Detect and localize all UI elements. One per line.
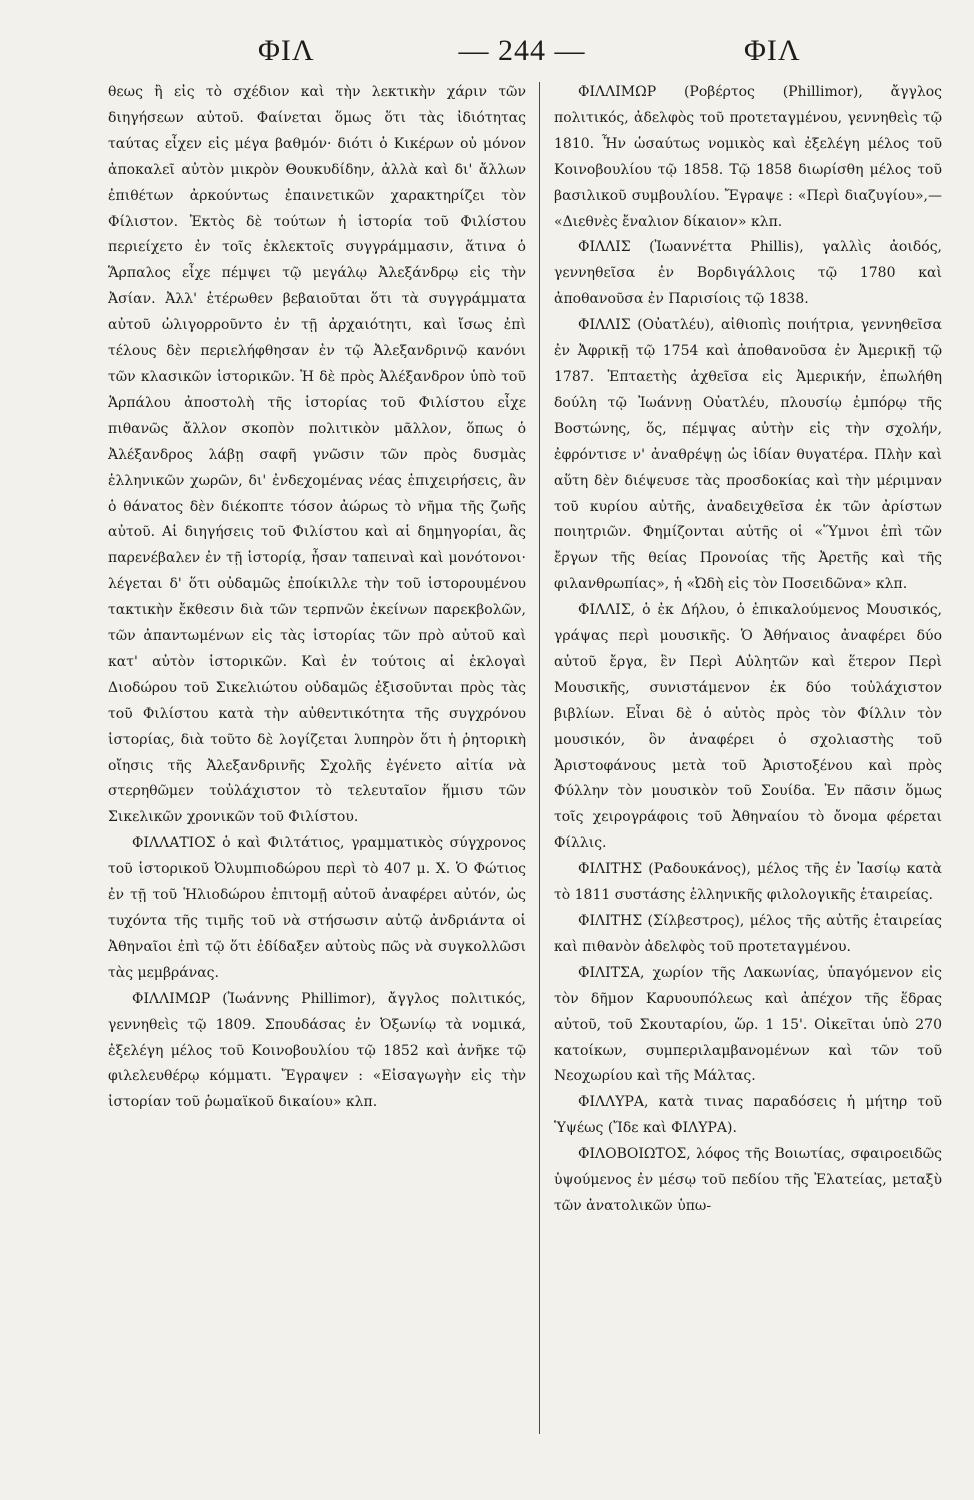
running-head-left: ΦΙΛ: [258, 34, 315, 67]
entry-philitsa: ΦΙΛΙΤΣΑ, χωρίον τῆς Λακωνίας, ὑπαγόμενον εἰς τὸν δῆμον Καρυουπόλεως καὶ ἀπέχον τῆς ἕδρας αὐτοῦ, τοῦ Σκουταρίου, ὥρ. 1 15'. Οἰκεῖται ὑπὸ 270 κατοίκων, συμπεριλαμβανομένων καὶ τῶν τοῦ Νεοχωρίου καὶ τῆς Μάλτας.: [554, 964, 942, 1085]
page-header: [0, 34, 974, 84]
entry-phillyra: ΦΙΛΛΥΡΑ, κατὰ τινας παραδόσεις ἡ μήτηρ τοῦ Ὑψέως (Ἴδε καὶ ΦΙΛΥΡΑ).: [554, 1094, 942, 1137]
entry-phillis-ioannetta: ΦΙΛΛΙΣ (Ἰωαννέττα Phillis), γαλλὶς ἀοιδός, γεννηθεῖσα ἐν Βορδιγάλλοις τῷ 1780 καὶ ἀποθανοῦσα ἐν Παρισίοις τῷ 1838.: [554, 239, 942, 308]
entry-philistus-continued: θεως ἢ εἰς τὸ σχέδιον καὶ τὴν λεκτικὴν χάριν τῶν διηγήσεων αὐτοῦ. Φαίνεται ὅμως ὅτι τὰς ἰδιότητας ταύτας εἶχεν εἰς μέγα βαθμόν· διότι ὁ Κικέρων οὐ μόνον ἀποκαλεῖ αὐτὸν μικρὸν Θουκυδίδην, ἀλλὰ καὶ δι' ἄλλων ἐπιθέτων ἀρκούντως ἐπαινετικῶν χαρακτηρίζει τὸν Φίλιστον. Ἐκτὸς δὲ τούτων ἡ ἱστορία τοῦ Φιλίστου περιείχετο ἐν τοῖς ἐκλεκτοῖς συγγράμμασιν, ἅτινα ὁ Ἅρπαλος εἶχε πέμψει τῷ μεγάλῳ Ἀλεξάνδρῳ εἰς τὴν Ἀσίαν. Ἀλλ' ἑτέρωθεν βεβαιοῦται ὅτι τὰ συγγράμματα αὐτοῦ ὠλιγορροῦντο ἐν τῇ ἀρχαιότητι, καὶ ἴσως ἐπὶ τέλους δὲν περιελήφθησαν ἐν τῷ Ἀλεξανδρινῷ κανόνι τῶν κλασικῶν ἱστορικῶν. Ἡ δὲ πρὸς Ἀλέξανδρον ὑπὸ τοῦ Ἁρπάλου ἀποστολὴ τῆς ἱστορίας τοῦ Φιλίστου εἶχε πιθανῶς ἄλλον σκοπὸν πολιτικὸν μᾶλλον, ὅπως ὁ Ἀλέξανδρος λάβῃ σαφῆ γνῶσιν τῶν πρὸς δυσμὰς ἑλληνικῶν χωρῶν, δι' ἐνδεχομένας νέας ἐπιχειρήσεις, ἂν ὁ θάνατος δὲν διέκοπτε τόσον ἀώρως τὸ νῆμα τῆς ζωῆς αὐτοῦ. Αἱ διηγήσεις τοῦ Φιλίστου καὶ αἱ δημηγορίαι, ἃς παρενέβαλεν ἐν τῇ ἱστορίᾳ, ἦσαν ταπειναὶ καὶ μονότονοι· λέγεται δ' ὅτι οὐδαμῶς ἐποίκιλλε τὴν τοῦ ἱστορουμένου τακτικὴν ἔκθεσιν διὰ τῶν τερπνῶν ἐκείνων παρεκβολῶν, τῶν ἀπαντωμένων εἰς τὰς ἱστορίας τῶν πρὸ αὐτοῦ καὶ κατ' αὐτὸν ἱστορικῶν. Καὶ ἐν τούτοις αἱ ἐκλογαὶ Διοδώρου τοῦ Σικελιώτου οὐδαμῶς ἐξισοῦνται πρὸς τὰς τοῦ Φιλίστου κατὰ τὴν αὐθεντικότητα τῆς συγχρόνου ἱστορίας, διὰ τοῦτο δὲ λογίζεται λυπηρὸν ὅτι ἡ ῥητορικὴ οἴησις τῆς Ἀλεξανδρινῆς Σχολῆς ἐγένετο αἰτία νὰ στερηθῶμεν τοὐλάχιστον τὸ τελευταῖον ἥμισυ τῶν Σικελικῶν χρονικῶν τοῦ Φιλίστου.: [108, 84, 526, 826]
entry-phillis-delos: ΦΙΛΛΙΣ, ὁ ἐκ Δήλου, ὁ ἐπικαλούμενος Μουσικός, γράψας περὶ μουσικῆς. Ὁ Ἀθήναιος ἀναφέρει δύο αὐτοῦ ἔργα, ἓν Περὶ Αὐλητῶν καὶ ἕτερον Περὶ Μουσικῆς, συνιστάμενον ἐκ δύο τοὐλάχιστον βιβλίων. Εἶναι δὲ ὁ αὐτὸς πρὸς τὸν Φίλλιν τὸν μουσικόν, ὃν ἀναφέρει ὁ σχολιαστὴς τοῦ Ἀριστοφάνους μετὰ τοῦ Ἀριστοξένου καὶ πρὸς Φύλλην τὸν μουσικὸν τοῦ Σουίδα. Ἐν πᾶσιν ὅμως τοῖς χειρογράφοις τοῦ Ἀθηναίου τὸ ὄνομα φέρεται Φίλλις.: [554, 602, 942, 852]
column-divider: [539, 82, 540, 1434]
running-head-right: ΦΙΛ: [744, 34, 801, 67]
left-column: [108, 80, 526, 1116]
entry-phillimor-ioannis: ΦΙΛΛΙΜΩΡ (Ἰωάννης Phillimor), ἄγγλος πολιτικός, γεννηθεὶς τῷ 1809. Σπουδάσας ἐν Ὀξωνίῳ τὰ νομικά, ἐξελέγη μέλος τοῦ Κοινοβουλίου τῷ 1852 καὶ ἀνῆκε τῷ φιλελευθέρῳ κόμματι. Ἔγραψεν : «Εἰσαγωγὴν εἰς τὴν ἱστορίαν τοῦ ῥωμαϊκοῦ δικαίου» κλπ.: [108, 990, 526, 1111]
entry-philitis-radoukanos: ΦΙΛΙΤΗΣ (Ραδουκάνος), μέλος τῆς ἐν Ἰασίῳ κατὰ τὸ 1811 συστάσης ἑλληνικῆς φιλολογικῆς ἑταιρείας.: [554, 861, 942, 904]
right-column: [554, 80, 942, 1220]
entry-philoboiotos: ΦΙΛΟΒΟΙΩΤΟΣ, λόφος τῆς Βοιωτίας, σφαιροειδῶς ὑψούμενος ἐν μέσῳ τοῦ πεδίου τῆς Ἐλατείας, μεταξὺ τῶν ἀνατολικῶν ὑπω-: [554, 1146, 942, 1214]
page-number: — 244 —: [458, 34, 586, 67]
entry-phillimor-robertos: ΦΙΛΛΙΜΩΡ (Ροβέρτος (Phillimor), ἄγγλος πολιτικός, ἀδελφὸς τοῦ προτεταγμένου, γεννηθεὶς τῷ 1810. Ἦν ὡσαύτως νομικὸς καὶ ἐξελέγη μέλος τοῦ Κοινοβουλίου τῷ 1858. Τῷ 1858 διωρίσθη μέλος τοῦ βασιλικοῦ συμβουλίου. Ἔγραψε : «Περὶ διαζυγίου»,— «Διεθνὲς ἔναλιον δίκαιον» κλπ.: [554, 84, 942, 230]
entry-philitis-silvestros: ΦΙΛΙΤΗΣ (Σίλβεστρος), μέλος τῆς αὐτῆς ἑταιρείας καὶ πιθανὸν ἀδελφὸς τοῦ προτεταγμένου.: [554, 913, 942, 955]
entry-phillatios: ΦΙΛΛΑΤΙΟΣ ὁ καὶ Φιλτάτιος, γραμματικὸς σύγχρονος τοῦ ἱστορικοῦ Ὀλυμπιοδώρου περὶ τὸ 407 μ. Χ. Ὁ Φώτιος ἐν τῇ τοῦ Ἡλιοδώρου ἐπιτομῇ αὐτοῦ ἀναφέρει αὐτόν, ὡς τυχόντα τῆς τιμῆς τοῦ νὰ στήσωσιν αὐτῷ ἀνδριάντα οἱ Ἀθηναῖοι ἐπὶ τῷ ὅτι ἐδίδαξεν αὐτοὺς πῶς νὰ συγκολλῶσι τὰς μεμβράνας.: [108, 835, 526, 981]
entry-phillis-wheatley: ΦΙΛΛΙΣ (Οὐατλέυ), αἰθιοπὶς ποιήτρια, γεννηθεῖσα ἐν Ἀφρικῇ τῷ 1754 καὶ ἀποθανοῦσα ἐν Ἀμερικῇ τῷ 1787. Ἑπταετὴς ἀχθεῖσα εἰς Ἀμερικήν, ἐπωλήθη δούλη τῷ Ἰωάννῃ Οὐατλέυ, πλουσίῳ ἐμπόρῳ τῆς Βοστώνης, ὅς, πέμψας αὐτὴν εἰς τὴν σχολήν, ἐφρόντισε ν' ἀναθρέψῃ ὡς ἰδίαν θυγατέρα. Πλὴν καὶ αὕτη δὲν διέψευσε τὰς προσδοκίας καὶ τὴν μέριμναν τοῦ κυρίου αὐτῆς, ἀναδειχθεῖσα ἐκ τῶν ἀρίστων ποιητριῶν. Φημίζονται αὐτῆς οἱ «Ὕμνοι ἐπὶ τῶν ἔργων τῆς θείας Προνοίας τῆς Ἀρετῆς καὶ τῆς φιλανθρωπίας», ἡ «Ὠδὴ εἰς τὸν Ποσειδῶνα» κλπ.: [554, 317, 942, 593]
